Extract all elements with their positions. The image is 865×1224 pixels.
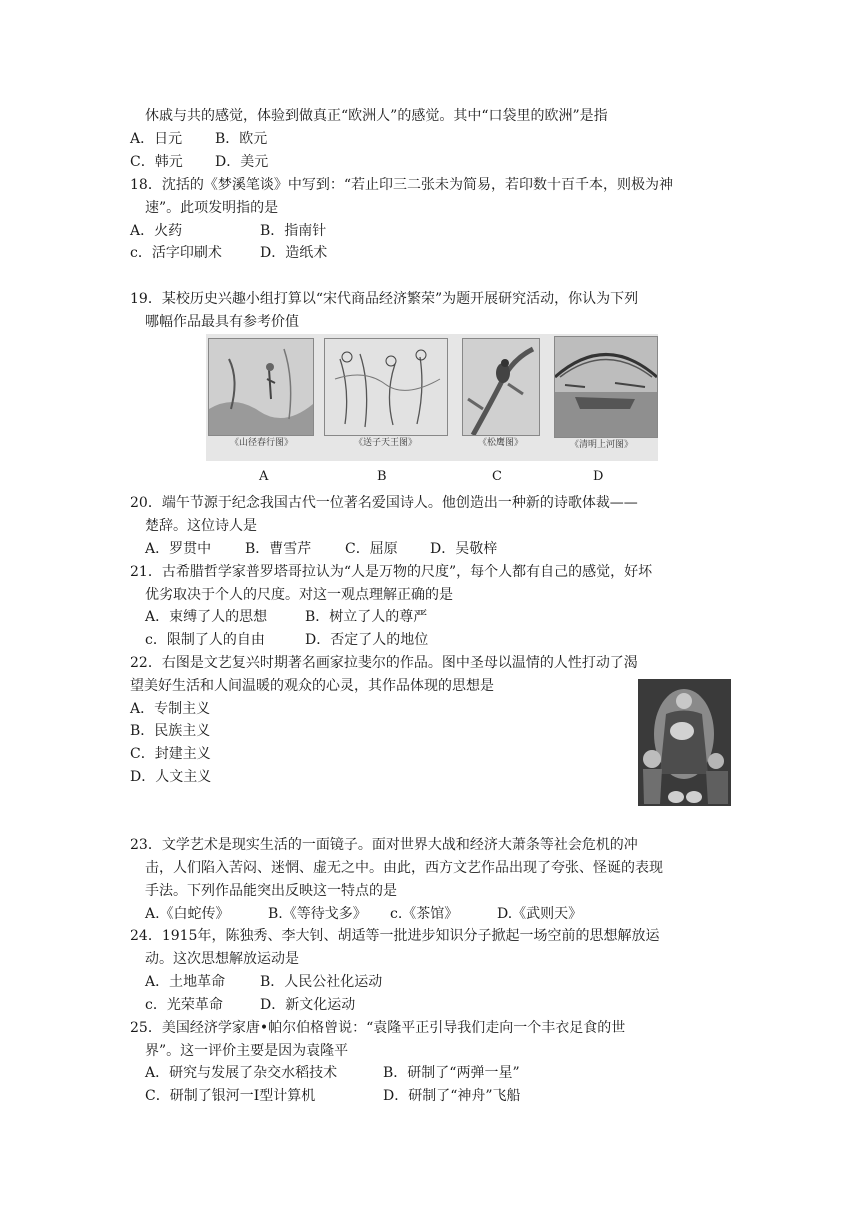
q23-stem-line2: 击，人们陷入苦闷、迷惘、虚无之中。由此，西方文艺作品出现了夸张、怪诞的表现 bbox=[145, 860, 663, 876]
q24-stem-line1: 24．1915年，陈独秀、李大钊、胡适等一批进步知识分子掀起一场空前的思想解放运 bbox=[130, 928, 660, 944]
q17-option-a: A．日元 bbox=[130, 131, 183, 147]
q18-option-a: A．火药 bbox=[130, 223, 183, 239]
q23-option-d: D.《武则天》 bbox=[497, 906, 583, 922]
painting-shanjing-drawing bbox=[209, 339, 313, 435]
q22-option-c: C．封建主义 bbox=[130, 746, 211, 762]
painting-songying-drawing bbox=[463, 339, 539, 435]
q21-stem-line1: 21．古希腊哲学家普罗塔哥拉认为“人是万物的尺度”，每个人都有自己的感觉，好坏 bbox=[130, 564, 653, 580]
painting-songying-image bbox=[462, 338, 540, 436]
q23-stem-line3: 手法。下列作品能突出反映这一特点的是 bbox=[145, 883, 397, 899]
q19-paintings-figure bbox=[206, 334, 658, 461]
q18-option-d: D．造纸术 bbox=[260, 245, 328, 261]
q24-stem-line2: 动。这次思想解放运动是 bbox=[145, 951, 299, 967]
q25-option-c: C．研制了银河一Ⅰ型计算机 bbox=[145, 1088, 316, 1104]
q21-option-a: A．束缚了人的思想 bbox=[145, 609, 268, 625]
painting-shanjing-image bbox=[208, 338, 314, 436]
painting-qingming-image bbox=[554, 336, 658, 438]
q25-stem-line2: 界”。这一评价主要是因为袁隆平 bbox=[145, 1043, 349, 1059]
q23-option-b: B.《等待戈多》 bbox=[268, 906, 367, 922]
q22-option-a: A．专制主义 bbox=[130, 701, 211, 717]
q24-option-d: D．新文化运动 bbox=[260, 997, 356, 1013]
madonna-drawing bbox=[638, 679, 731, 806]
q24-option-a: A．土地革命 bbox=[145, 974, 226, 990]
q20-stem-line1: 20．端午节源于纪念我国古代一位著名爱国诗人。他创造出一种新的诗歌体裁—— bbox=[130, 495, 638, 511]
caption-qingming: 《清明上河图》 bbox=[570, 440, 634, 450]
raphael-madonna-image bbox=[638, 679, 731, 806]
q20-stem-line2: 楚辞。这位诗人是 bbox=[145, 518, 257, 534]
caption-songzi: 《送子天王图》 bbox=[354, 438, 418, 448]
painting-songzi-image bbox=[324, 338, 448, 436]
q18-option-b: B．指南针 bbox=[260, 223, 327, 239]
q25-stem-line1: 25．美国经济学家唐•帕尔伯格曾说：“袁隆平正引导我们走向一个丰衣足食的世 bbox=[130, 1020, 626, 1036]
q20-option-b: B．曹雪芹 bbox=[245, 541, 312, 557]
q17-option-d: D．美元 bbox=[215, 154, 269, 170]
q25-option-a: A．研究与发展了杂交水稻技术 bbox=[145, 1065, 338, 1081]
caption-songying: 《松鹰图》 bbox=[478, 438, 524, 448]
q22-stem-line2: 望美好生活和人间温暖的观众的心灵，其作品体现的思想是 bbox=[130, 678, 494, 694]
q21-stem-line2: 优劣取决于个人的尺度。对这一观点理解正确的是 bbox=[145, 587, 453, 603]
q20-option-d: D．吴敬梓 bbox=[430, 541, 498, 557]
q18-option-c: c．活字印刷术 bbox=[130, 245, 222, 261]
q19-stem-line2: 哪幅作品最具有参考价值 bbox=[145, 314, 299, 330]
q25-option-b: B．研制了“两弹一星” bbox=[383, 1065, 520, 1081]
q17-option-c: C．韩元 bbox=[130, 154, 183, 170]
q19-stem-line1: 19．某校历史兴趣小组打算以“宋代商品经济繁荣”为题开展研究活动，你认为下列 bbox=[130, 291, 639, 307]
q21-option-c: c．限制了人的自由 bbox=[145, 632, 265, 648]
q23-option-a: A.《白蛇传》 bbox=[145, 906, 230, 922]
q24-option-c: c．光荣革命 bbox=[145, 997, 223, 1013]
q24-option-b: B．人民公社化运动 bbox=[260, 974, 383, 990]
q19-letter-a: A bbox=[259, 469, 269, 484]
q17-stem-line: 休戚与共的感觉，体验到做真正“欧洲人”的感觉。其中“口袋里的欧洲”是指 bbox=[145, 108, 608, 124]
q21-option-b: B．树立了人的尊严 bbox=[305, 609, 428, 625]
q22-stem-line1: 22．右图是文艺复兴时期著名画家拉斐尔的作品。图中圣母以温情的人性打动了渴 bbox=[130, 655, 638, 671]
q23-stem-line1: 23．文学艺术是现实生活的一面镜子。面对世界大战和经济大萧条等社会危机的冲 bbox=[130, 837, 638, 853]
q18-stem-line1: 18．沈括的《梦溪笔谈》中写到：“若止印三二张未为简易，若印数十百千本，则极为神 bbox=[130, 177, 673, 193]
q17-option-b: B．欧元 bbox=[215, 131, 268, 147]
q23-option-c: c.《茶馆》 bbox=[390, 906, 459, 922]
q19-letter-d: D bbox=[593, 469, 604, 484]
q20-option-c: C．屈原 bbox=[345, 541, 398, 557]
q25-option-d: D．研制了“神舟”飞船 bbox=[383, 1088, 521, 1104]
q19-letter-c: C bbox=[492, 469, 502, 484]
q22-option-b: B．民族主义 bbox=[130, 723, 211, 739]
q20-option-a: A．罗贯中 bbox=[145, 541, 212, 557]
painting-qingming-drawing bbox=[555, 337, 657, 437]
caption-shanjing: 《山径春行图》 bbox=[230, 438, 294, 448]
q21-option-d: D．否定了人的地位 bbox=[305, 632, 429, 648]
painting-songzi-drawing bbox=[325, 339, 447, 435]
q22-option-d: D．人文主义 bbox=[130, 769, 212, 785]
q18-stem-line2: 速”。此项发明指的是 bbox=[145, 200, 279, 216]
q19-letter-b: B bbox=[377, 469, 387, 484]
